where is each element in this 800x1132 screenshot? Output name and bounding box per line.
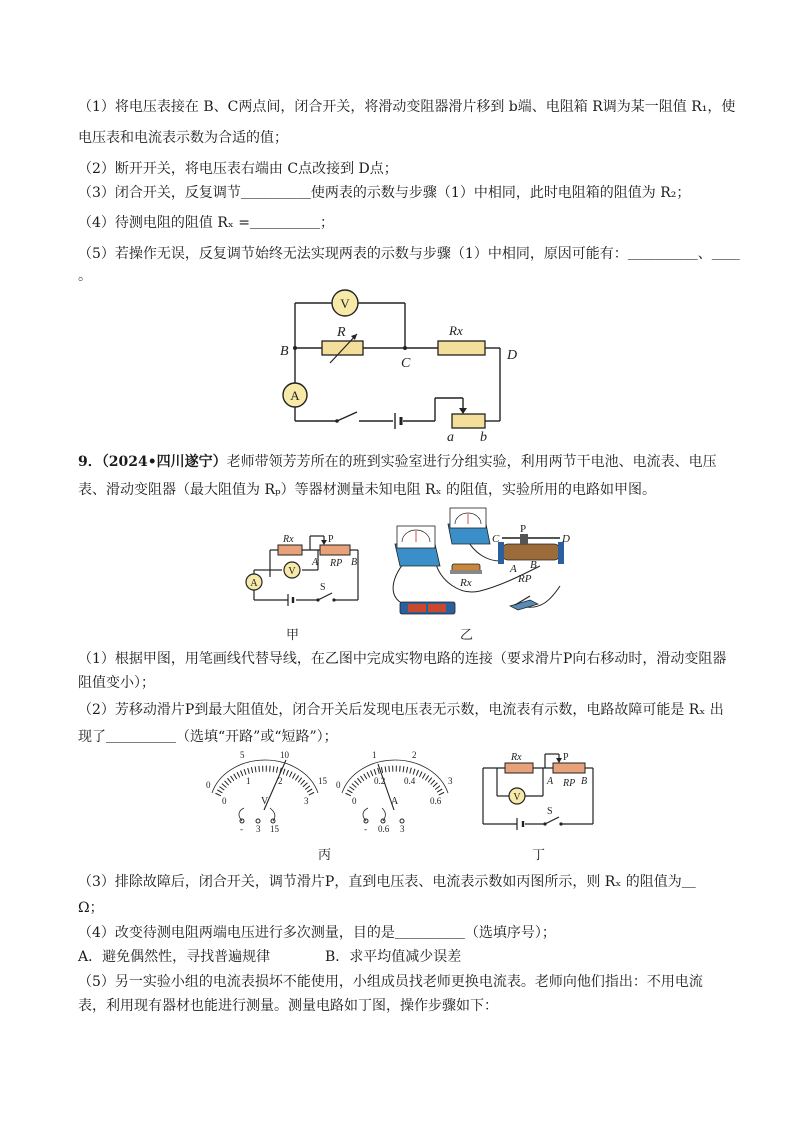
a-dial-letter: A (391, 796, 399, 807)
v-dial-letter: V (261, 796, 269, 807)
q8-step3: （3）闭合开关，反复调节＿＿＿＿＿使两表的示数与步骤（1）中相同，此时电阻箱的阻值为 R₂； (78, 185, 691, 201)
jia-ammeter-symbol: A (250, 578, 258, 589)
jia-s-label: S (320, 582, 326, 593)
figure-yi-apparatus (380, 506, 580, 622)
jia-p-label: P (328, 534, 334, 545)
yi-rx-label: Rx (460, 577, 472, 589)
ding-rp-label: RP (563, 778, 576, 789)
ding-a-label: A (547, 776, 554, 787)
ding-voltmeter-symbol: V (513, 792, 521, 803)
v-bottom-2: 2 (278, 776, 283, 786)
q9-q4: （4）改变待测电阻两端电压进行多次测量，目的是＿＿＿＿＿（选填序号）； (78, 925, 556, 941)
q9-intro-line1 (78, 452, 717, 472)
yi-b-label: B (530, 559, 537, 571)
v-bottom-3: 3 (304, 796, 309, 806)
yi-rp-label: RP (518, 573, 532, 585)
q9-option-b: B．求平均值减少误差 (325, 949, 462, 965)
q8-step5-line2: 。 (78, 268, 92, 284)
node-d-label: D (507, 348, 518, 363)
a-top-1: 1 (372, 750, 377, 760)
ammeter-symbol: A (290, 388, 300, 403)
v-bottom-0: 0 (222, 796, 227, 806)
q8-step5-line1: （5）若操作无误，反复调节始终无法实现两表的示数与步骤（1）中相同，原因可能有：＿＿＿＿＿、＿＿ (78, 246, 740, 262)
caption-ding: 丁 (532, 848, 546, 863)
unknown-resistor-label: Rx (449, 323, 463, 338)
v-top-10: 10 (280, 750, 289, 760)
yi-c-label: C (492, 533, 500, 545)
a-top-3: 3 (448, 776, 453, 786)
a-bottom-06: 0.6 (430, 796, 442, 806)
ding-s-label: S (547, 806, 553, 817)
q8-step1-line1: （1）将电压表接在 B、C两点间，闭合开关，将滑动变阻器滑片移到 b端、电阻箱 R调为某一阻值 R₁，使 (78, 99, 736, 115)
q9-q3-line1: （3）排除故障后，闭合开关，调节滑片P，直到电压表、电流表示数如丙图所示，则 Rₓ 的阻值为＿ (78, 874, 696, 890)
v-top-0: 0 (206, 780, 211, 790)
a-terminal-06: 0.6 (378, 824, 390, 834)
q9-q1-line2: 阻值变小）； (78, 675, 155, 691)
caption-bing: 丙 (318, 848, 332, 863)
ding-b-label: B (581, 776, 588, 787)
q9-q5-line2: 表，利用现有器材也能进行测量。测量电路如丁图，操作步骤如下： (78, 998, 498, 1014)
jia-rp-label: RP (330, 558, 343, 569)
q9-q5-line1: （5）另一实验小组的电流表损坏不能使用，小组成员找老师更换电流表。老师向他们指出：不用电流 (78, 974, 703, 990)
jia-rx-label: Rx (283, 534, 294, 545)
yi-d-label: D (562, 533, 570, 545)
jia-a-label: A (312, 557, 319, 568)
q8-step4: （4）待测电阻的阻值 Rₓ =＿＿＿＿＿； (78, 215, 335, 231)
figure-jia-schematic (240, 532, 370, 612)
v-terminal-3: 3 (256, 824, 261, 834)
caption-yi: 乙 (460, 628, 474, 643)
figure-bing-voltmeter-dial (200, 748, 330, 838)
q8-step2: （2）断开开关，将电压表右端由 C点改接到 D点； (78, 161, 398, 177)
jia-b-label: B (351, 557, 358, 568)
v-terminal-15: 15 (270, 824, 279, 834)
v-terminal-minus: - (240, 824, 243, 834)
a-terminal-3: 3 (400, 824, 405, 834)
q9-q2-line2: 现了＿＿＿＿＿（选填“开路”或“短路”）； (78, 729, 338, 745)
node-b-label: B (280, 344, 289, 359)
slider-end-b-label: b (480, 430, 487, 445)
q8-step1-line2: 电压表和电流表示数为合适的值； (78, 130, 288, 146)
q9-option-a: A．避免偶然性，寻找普遍规律 (78, 949, 271, 965)
caption-jia: 甲 (286, 628, 300, 643)
v-top-5: 5 (240, 750, 245, 760)
q9-intro-text: 老师带领芳芳所在的班到实验室进行分组实验，利用两节干电池、电流表、电压 (226, 454, 717, 470)
jia-voltmeter-symbol: V (288, 566, 296, 577)
a-top-2: 2 (412, 750, 417, 760)
a-bottom-0: 0 (352, 796, 357, 806)
figure-bing-ammeter-dial (330, 748, 460, 838)
q9-q2-line1: （2）芳移动滑片P到最大阻值处，闭合开关后发现电压表无示数，电流表有示数，电路故障可能是 Rₓ 出 (78, 702, 724, 718)
a-bottom-04: 0.4 (404, 776, 416, 786)
yi-p-label: P (520, 523, 527, 535)
slider-end-a-label: a (447, 430, 454, 445)
voltmeter-symbol: V (340, 296, 350, 311)
q9-q3-line2: Ω； (78, 900, 104, 916)
node-c-label: C (401, 356, 411, 371)
ding-p-label: P (563, 752, 569, 763)
a-top-0: 0 (336, 780, 341, 790)
ding-rx-label: Rx (511, 752, 522, 763)
q9-intro-line2: 表、滑动变阻器（最大阻值为 Rₚ）等器材测量未知电阻 Rₓ 的阻值，实验所用的电路如甲图。 (78, 482, 656, 498)
v-bottom-1: 1 (246, 776, 251, 786)
q8-circuit-diagram (275, 283, 518, 445)
a-bottom-02: 0.2 (374, 776, 386, 786)
v-top-15: 15 (318, 776, 327, 786)
q9-header: 9．（2024•四川遂宁） (78, 454, 227, 470)
figure-ding-schematic (475, 748, 605, 834)
resistor-box-label: R (337, 325, 346, 340)
yi-a-label: A (510, 563, 517, 575)
a-terminal-minus: - (364, 824, 367, 834)
q9-q1-line1: （1）根据甲图，用笔画线代替导线，在乙图中完成实物电路的连接（要求滑片P向右移动时，滑动变阻器 (78, 651, 727, 667)
